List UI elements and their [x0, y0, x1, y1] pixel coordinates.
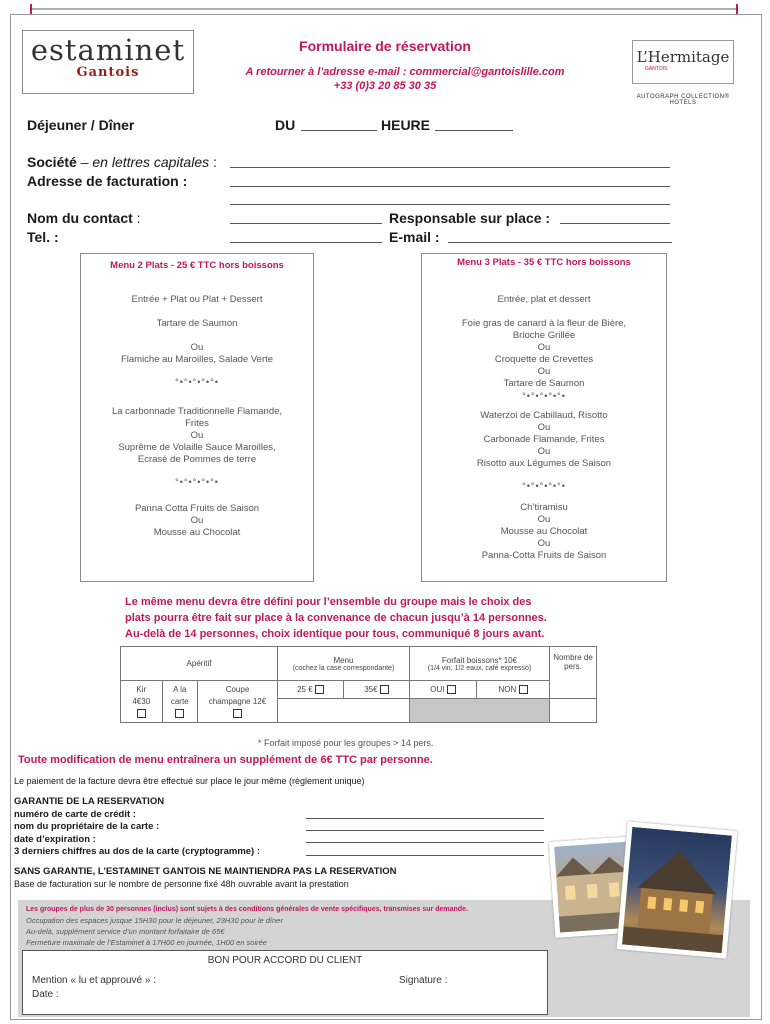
menu-3-box [421, 253, 667, 582]
hermitage-logo [628, 40, 738, 110]
payment-notice: Le paiement de la facture devra être effectué sur place le jour même (règlement unique) [14, 776, 365, 786]
contact-name-label [27, 210, 141, 226]
contact-phone: +33 (0)3 20 85 30 35 [333, 80, 437, 92]
menu-2-box [80, 253, 314, 582]
menu-or: Ou [537, 342, 551, 353]
menu-or: Ou [537, 446, 551, 457]
heure-label: HEURE [381, 117, 431, 133]
forfait-oui-label: OUI [430, 684, 445, 694]
menu-or: Ou [190, 342, 204, 353]
menu-25-checkbox[interactable] [315, 685, 324, 694]
tel-field[interactable] [230, 242, 382, 243]
card-number-label: numéro de carte de crédit : [14, 808, 136, 820]
menu-2-title: Menu 2 Plats - 25 € TTC hors boissons [110, 260, 284, 271]
contact-name-field[interactable] [230, 223, 382, 224]
card-expiry-label: date d’expiration : [14, 833, 96, 845]
forfait-oui-checkbox[interactable] [447, 685, 456, 694]
menu-item: Risotto aux Légumes de Saison [476, 458, 612, 469]
menu-or: Ou [537, 366, 551, 377]
card-owner-field[interactable] [306, 830, 544, 831]
courtyard-photo [617, 821, 738, 958]
kir-cell [121, 681, 163, 723]
card-expiry-field[interactable] [306, 842, 544, 843]
forfait-note: * Forfait imposé pour les groupes > 14 pers. [258, 738, 434, 748]
contact-email: A retourner à l’adresse e-mail : commercial@gantoislille.com [245, 66, 565, 78]
coupe-label-2: champagne 12€ [208, 696, 267, 706]
menu-blank-cell [278, 699, 410, 723]
menu-separator: °•°•°•°•°• [522, 391, 566, 401]
tel-label: Tel. : [27, 229, 59, 245]
card-number-field[interactable] [306, 818, 544, 819]
menu-or: Ou [537, 514, 551, 525]
societe-label [27, 154, 217, 170]
contact-name-colon: : [132, 210, 141, 226]
heure-field[interactable] [435, 130, 513, 131]
du-label: DU [275, 117, 296, 133]
group-menu-notice [125, 594, 645, 642]
coupe-label-1: Coupe [225, 684, 250, 694]
closing-condition: Fermeture maximale de l’Estaminet à 17H00 en journée, 1H00 en soirée [26, 938, 267, 947]
menu-item: Brioche Grillée [512, 330, 576, 341]
signature-label: Signature : [399, 975, 448, 986]
menu-item: Tartare de Saumon [156, 318, 238, 329]
form-title: Formulaire de réservation [299, 38, 471, 54]
autograph-collection: AUTOGRAPH COLLECTION® HOTELS [636, 94, 730, 106]
menu-35-checkbox[interactable] [380, 685, 389, 694]
logo-subtext: Gantois [76, 65, 140, 80]
date-label: Date : [32, 989, 59, 1000]
societe-hint: – en lettres capitales [76, 154, 210, 170]
forfait-header [410, 647, 550, 681]
menu-header-label: Menu [333, 655, 354, 665]
notice-line: Le même menu devra être défini pour l’ensemble du groupe mais le choix des [125, 596, 532, 608]
options-table [120, 646, 597, 723]
notice-line: plats pourra être fait sur place à la convenance de chacun jusqu’à 14 personnes. [125, 612, 547, 624]
courtyard-illustration [622, 827, 732, 953]
forfait-shaded-cell [410, 699, 550, 723]
menu-item: Foie gras de canard à la fleur de Bière, [461, 318, 627, 329]
alacarte-checkbox[interactable] [175, 709, 184, 718]
nombre-pers-field[interactable] [550, 699, 597, 723]
forfait-non-checkbox[interactable] [519, 685, 528, 694]
guarantee-title: GARANTIE DE LA RESERVATION [14, 796, 165, 807]
no-guarantee-warning: SANS GARANTIE, L’ESTAMINET GANTOIS NE MAINTIENDRA PAS LA RESERVATION [14, 866, 397, 877]
societe-label-text: Société [27, 154, 77, 170]
hermitage-logo-box [632, 40, 734, 84]
menu-35-cell [344, 681, 410, 699]
menu-item: Mousse au Chocolat [153, 527, 241, 538]
logo-text: estaminet [30, 33, 186, 67]
adresse-field-1[interactable] [230, 186, 670, 187]
menu-or: Ou [537, 422, 551, 433]
hermitage-brand: L’Hermitage [636, 48, 730, 66]
meal-label: Déjeuner / Dîner [27, 117, 135, 133]
menu-item: Mousse au Chocolat [500, 526, 588, 537]
extra-service-condition: Au-delà, supplément service d’un montant forfaitaire de 65€ [26, 927, 225, 936]
du-field[interactable] [301, 130, 377, 131]
menu-or: Ou [190, 430, 204, 441]
menu-or: Ou [537, 538, 551, 549]
alacarte-cell [162, 681, 197, 723]
groups-condition: Les groupes de plus de 30 personnes (inclus) sont sujets à des conditions générales de vente spécifiques, transmises sur demande. [26, 906, 468, 913]
menu-item: Panna-Cotta Fruits de Saison [481, 550, 607, 561]
menu-or: Ou [190, 515, 204, 526]
alacarte-label-1: A la [173, 684, 187, 694]
menu-item: Tartare de Saumon [503, 378, 585, 389]
responsable-field[interactable] [560, 223, 670, 224]
rule-tick [736, 4, 738, 14]
menu-item: Carbonade Flamande, Frites [483, 434, 605, 445]
menu-25-cell [278, 681, 344, 699]
menu-item: Croquette de Crevettes [494, 354, 594, 365]
forfait-non-cell [477, 681, 550, 699]
forfait-header-label: Forfait boissons* 10€ [441, 655, 518, 665]
hermitage-sub: GANTOIS [645, 66, 668, 72]
menu-separator: °•°•°•°•°• [175, 477, 219, 487]
forfait-oui-cell [410, 681, 477, 699]
card-cvv-label: 3 derniers chiffres au dos de la carte (cryptogramme) : [14, 846, 261, 857]
menu-item: Suprême de Volaille Sauce Maroilles, [118, 442, 276, 453]
menu-item: Ch’tiramisu [520, 502, 568, 513]
alacarte-label-2: carte [170, 696, 189, 706]
adresse-field-2[interactable] [230, 204, 670, 205]
menu-header [278, 647, 410, 681]
societe-field[interactable] [230, 167, 670, 168]
coupe-checkbox[interactable] [233, 709, 242, 718]
modification-notice: Toute modification de menu entraînera un supplément de 6€ TTC par personne. [18, 754, 433, 766]
coupe-cell [197, 681, 277, 723]
nombre-pers-header: Nombre de pers. [550, 647, 597, 699]
contact-name-text: Nom du contact [27, 210, 133, 226]
menu-35-label: 35€ [364, 684, 378, 694]
adresse-label: Adresse de facturation : [27, 173, 188, 189]
menu-3-formula: Entrée, plat et dessert [497, 294, 591, 305]
kir-price: 4€30 [132, 696, 151, 706]
billing-basis: Base de facturation sur le nombre de personne fixé 48h ouvrable avant la prestation [14, 879, 349, 889]
menu-item: Frites [185, 418, 209, 429]
email-field[interactable] [448, 242, 672, 243]
notice-line: Au-delà de 14 personnes, choix identique pour tous, communiqué 8 jours avant. [125, 628, 545, 640]
menu-item: Flamiche au Maroilles, Salade Verte [120, 354, 274, 365]
card-cvv-field[interactable] [306, 855, 544, 856]
rule-tick [30, 4, 32, 14]
responsable-label: Responsable sur place : [389, 210, 551, 226]
menu-item: Ecrasé de Pommes de terre [137, 454, 257, 465]
occupation-condition: Occupation des espaces jusque 15H30 pour le déjeuner, 23H30 pour le dîner [26, 916, 283, 925]
menu-25-label: 25 € [297, 684, 313, 694]
card-owner-label: nom du propriétaire de la carte : [14, 821, 160, 832]
menu-separator: °•°•°•°•°• [522, 481, 566, 491]
aperitif-header: Apéritif [121, 647, 278, 681]
menu-item: La carbonnade Traditionnelle Flamande, [111, 406, 283, 417]
forfait-header-sub: (1/4 vin, 1/2 eaux, café expresso) [427, 664, 532, 672]
approval-title: BON POUR ACCORD DU CLIENT [207, 955, 363, 966]
email-label: E-mail : [389, 229, 440, 245]
forfait-non-label: NON [498, 684, 517, 694]
menu-header-sub: (cochez la case correspondante) [292, 664, 395, 672]
guarantee-section [14, 796, 260, 859]
kir-checkbox[interactable] [137, 709, 146, 718]
menu-3-title: Menu 3 Plats - 35 € TTC hors boissons [457, 257, 631, 268]
menu-item: Panna Cotta Fruits de Saison [134, 503, 260, 514]
menu-separator: °•°•°•°•°• [175, 377, 219, 387]
menu-2-formula: Entrée + Plat ou Plat + Dessert [131, 294, 263, 305]
societe-colon: : [209, 154, 217, 170]
mention-label: Mention « lu et approuvé » : [32, 975, 156, 986]
menu-item: Waterzoi de Cabillaud, Risotto [480, 410, 608, 421]
client-approval-box [22, 950, 548, 1015]
kir-label: Kir [136, 684, 147, 694]
